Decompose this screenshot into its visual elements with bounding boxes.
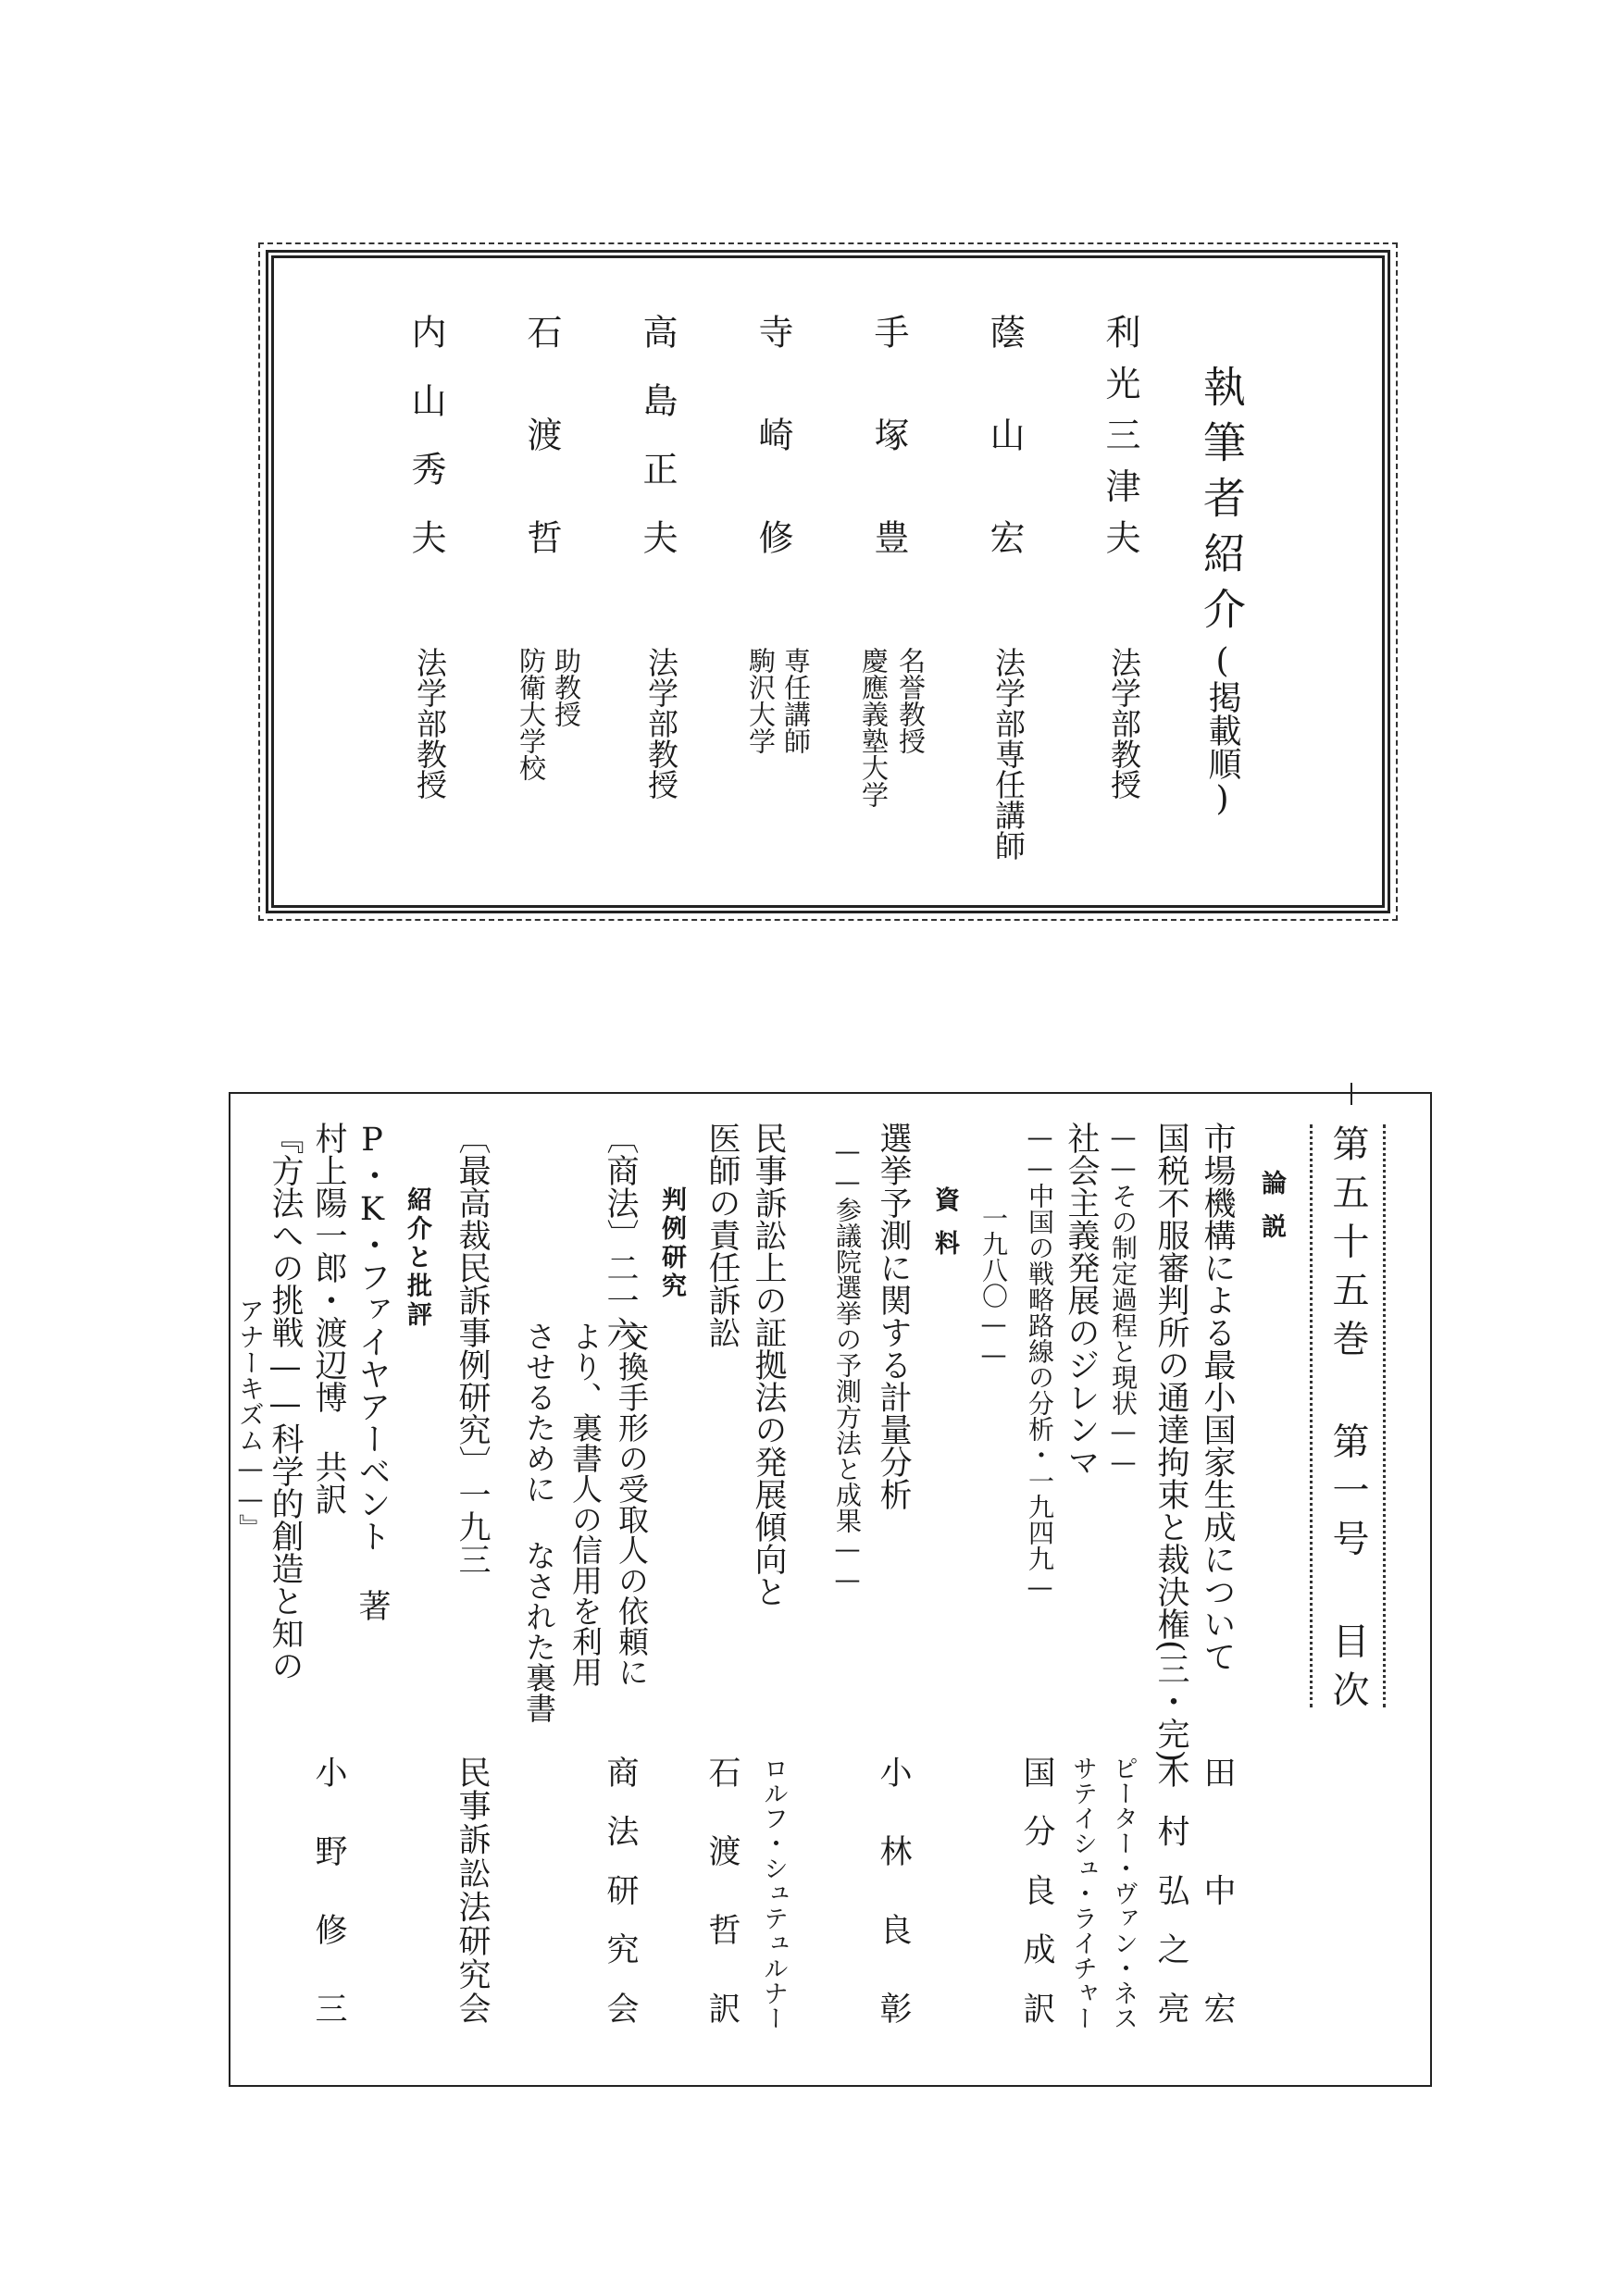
contributor-affiliation: 防衛大学校 [516, 647, 547, 781]
toc-entry-author: 小野修三 [310, 1756, 347, 2024]
toc-entry-title: P・K・ファイヤアーベント 著 [354, 1122, 391, 1621]
toc-entry-title: アナーキズム——』 [235, 1297, 266, 1540]
contributor-name: 内山秀夫 [405, 314, 446, 554]
contributor-affiliation: 名誉教授 [895, 647, 927, 754]
contributor-affiliation: 駒沢大学 [745, 647, 777, 754]
toc-entry-title: より、裏書人の信用を利用 [567, 1321, 604, 1687]
contributor-name: 石渡哲 [521, 314, 562, 554]
toc-entry-author: 木村弘之亮 [1152, 1756, 1189, 2024]
contributors-title-text: 執筆者紹介 [1197, 365, 1247, 642]
contributor-affiliation: 法学部教授 [643, 647, 679, 800]
toc-entry-label: 〔最高裁民訴事例研究〕一九三 [454, 1122, 491, 1575]
toc-entry-title: 民事訴訟上の証拠法の発展傾向と [750, 1122, 787, 1607]
contributor-affiliation: 慶應義塾大学 [858, 647, 890, 808]
toc-entry-title: 市場機構による最小国家生成について [1199, 1122, 1236, 1672]
order-note: (掲載順) [1203, 642, 1241, 818]
contributor-affiliation: 法学部教授 [412, 647, 448, 800]
toc-entry-label: 〔商法〕二一六 [602, 1122, 639, 1348]
toc-entry-title: 村上陽一郎・渡辺博 共訳 [310, 1122, 347, 1515]
toc-entry-title: 社会主義発展のジレンマ [1063, 1122, 1100, 1478]
contributor-affiliation: 法学部教授 [1106, 647, 1142, 800]
contributor-name: 手塚豊 [868, 314, 909, 554]
toc-entry-title: 医師の責任訴訟 [703, 1122, 741, 1348]
section-shokai: 紹介と批評 [403, 1186, 431, 1330]
toc-panel [229, 1092, 1432, 2087]
toc-header: 第五十五巻 第一号 目次 [1310, 1124, 1386, 1707]
toc-entry-author: 田中宏 [1199, 1756, 1236, 2024]
contributor-affiliation: 法学部専任講師 [990, 647, 1027, 861]
section-shiryo: 資料 [930, 1186, 959, 1273]
toc-entry-title: させるために なされた裏書 [521, 1321, 557, 1723]
toc-entry-author: サテイシュ・ライチャー [1068, 1756, 1097, 2030]
toc-entry-title: 国税不服審判所の通達拘束と裁決権(三・完) [1152, 1122, 1189, 1763]
toc-entry-author: ロルフ・シュテュルナー [759, 1756, 788, 2030]
toc-entry-title: 選挙予測に関する計量分析 [875, 1122, 912, 1510]
toc-entry-subtitle: 一九八〇—— [978, 1205, 1009, 1370]
contributors-title [1191, 365, 1252, 818]
section-ronsetsu: 論説 [1257, 1170, 1286, 1257]
contributor-name: 高島正夫 [637, 314, 678, 554]
toc-entry-subtitle: ——参議院選挙の予測方法と成果—— [832, 1136, 863, 1595]
toc-entry-subtitle: ——その制定過程と現状—— [1108, 1122, 1139, 1477]
contributor-affiliation: 助教授 [551, 647, 582, 727]
toc-entry-author: ピーター・ヴァン・ネス [1109, 1756, 1138, 2030]
contributors-panel [266, 250, 1390, 913]
toc-entry-author: 民事訴訟法研究会 [454, 1756, 491, 2024]
toc-entry-translator: 国分良成訳 [1018, 1756, 1055, 2024]
contributor-affiliation: 専任講師 [780, 647, 812, 754]
toc-entry-author: 商法研究会 [602, 1756, 639, 2024]
toc-entry-translator: 石渡哲訳 [703, 1756, 741, 2024]
toc-entry-title: 交換手形の受取人の依頼に [614, 1321, 650, 1687]
toc-entry-title: 『方法への挑戦——科学的創造と知の [267, 1122, 304, 1682]
toc-entry-author: 小林良彰 [875, 1756, 912, 2024]
contributor-name: 寺崎修 [753, 314, 793, 554]
toc-entry-subtitle: ——中国の戦略路線の分析・一九四九— [1025, 1122, 1055, 1602]
contributor-name: 利光三津夫 [1100, 314, 1140, 554]
contributor-name: 蔭山宏 [984, 314, 1025, 554]
section-hanrei: 判例研究 [657, 1186, 686, 1301]
